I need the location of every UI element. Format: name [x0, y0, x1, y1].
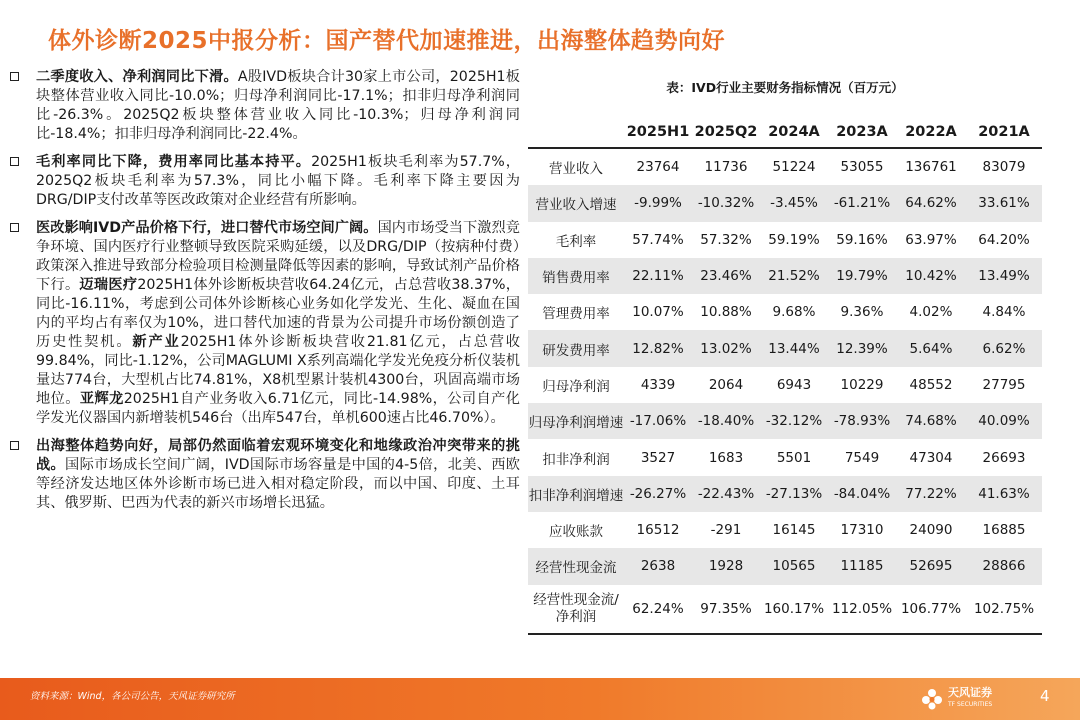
table-cell: 10.07%: [632, 304, 684, 321]
table-cell: 5.64%: [896, 330, 966, 366]
table-cell: 3527: [640, 449, 676, 466]
table-cell: 9.68%: [772, 304, 816, 321]
company-snibe: 新产业: [132, 334, 181, 350]
table-cell: -26.27%: [624, 476, 692, 512]
table-row: [528, 258, 1042, 294]
bullet-text: 2025H1体外诊断板块营收21.81亿元，占总营收99.84%，同比-1.12%，公司MAGLUMI X系列高端化学发光免疫分析仪装机量达774台，大型机占比74.81%，X8机型累计装机4300台，巩固高端市场地位。: [36, 334, 520, 407]
table-cell: 48552: [909, 376, 953, 393]
table-row: [528, 222, 1042, 258]
table-cell: 4.84%: [982, 304, 1026, 321]
checkbox-icon: [10, 223, 19, 232]
bullet-heading: 毛利率同比下降，费用率同比基本持平。: [36, 154, 312, 170]
logo-name: 天风证券: [948, 686, 992, 699]
table-cell: 106.77%: [896, 585, 966, 634]
table-cell: 40.09%: [966, 403, 1042, 439]
page-number: 4: [1040, 687, 1050, 705]
table-row: [528, 148, 1042, 185]
table-cell: 57.32%: [700, 231, 752, 248]
bullet-heading: 出海整体趋势向好，局部仍然面临着宏观环境变化和地缘政治冲突带来的挑战。: [36, 438, 520, 473]
row-label: 应收账款: [549, 524, 603, 541]
table-row: [528, 439, 1042, 475]
table-cell: 59.19%: [768, 231, 820, 248]
summary-bullets: [8, 68, 520, 522]
row-label: 经营性现金流: [528, 548, 624, 584]
row-label: 归母净利润增速: [528, 403, 624, 439]
table-cell: 2638: [624, 548, 692, 584]
table-header-cell: 2023A: [828, 117, 896, 148]
table-cell: 59.16%: [836, 231, 888, 248]
table-body: [528, 148, 1042, 634]
table-cell: -78.93%: [828, 403, 896, 439]
table-row: [528, 294, 1042, 330]
table-cell: 83079: [982, 159, 1026, 176]
table-cell: 64.20%: [978, 231, 1030, 248]
row-label: 归母净利润: [542, 378, 610, 395]
table-cell: 11736: [704, 159, 748, 176]
table-header-cell: 2025Q2: [692, 117, 760, 148]
row-label: 扣非净利润: [542, 451, 610, 468]
table-cell: -9.99%: [624, 185, 692, 221]
table-cell: 11185: [828, 548, 896, 584]
table-cell: 102.75%: [966, 585, 1042, 634]
table-cell: 1683: [708, 449, 744, 466]
table-cell: 16145: [772, 522, 816, 539]
bullet-heading: 二季度收入、净利润同比下滑。: [36, 69, 238, 85]
table-cell: 9.36%: [840, 304, 884, 321]
table-cell: 21.52%: [760, 258, 828, 294]
table-row: [528, 548, 1042, 584]
table-cell: 160.17%: [760, 585, 828, 634]
table-cell: 26693: [982, 449, 1026, 466]
table-header-cell: 2024A: [760, 117, 828, 148]
table-cell: -18.40%: [692, 403, 760, 439]
bullet-revenue: [8, 68, 520, 144]
table-cell: 27795: [982, 376, 1026, 393]
table-row: [528, 185, 1042, 221]
checkbox-icon: [10, 441, 19, 450]
table-cell: 28866: [966, 548, 1042, 584]
table-cell: 13.02%: [692, 330, 760, 366]
bullet-text: A股IVD板块合计30家上市公司，2025H1板块整体营业收入同比-10.0%；归母净利润同比-17.1%；扣非归母净利润同比-26.3%。2025Q2板块整体营业收入同比-10.3%；归母净利润同比-18.4%；扣非归母净利润同比-22.4%。: [36, 69, 520, 142]
table-cell: 4.02%: [909, 304, 953, 321]
table-cell: 64.62%: [896, 185, 966, 221]
table-cell: 17310: [840, 522, 884, 539]
table-cell: 24090: [909, 522, 953, 539]
table-cell: 63.97%: [905, 231, 957, 248]
table-cell: -32.12%: [760, 403, 828, 439]
bullet-text: 2025H1体外诊断板块营收64.24亿元，占总营收38.37%，同比-16.11%，考虑到公司体外诊断核心业务如化学发光、生化、凝血在国内的平均占有率仅为10%，进口替代加速的背景为公司提升市场份额创造了历史性契机。: [36, 277, 520, 350]
table-row: [528, 512, 1042, 548]
row-label: 营业收入增速: [528, 185, 624, 221]
bullet-text: 2025H1板块毛利率为57.7%，2025Q2板块毛利率为57.3%，同比小幅下降。毛利率下降主要因为DRG/DIP支付改革等医改政策对企业经营有所影响。: [36, 154, 520, 208]
table-cell: 10565: [760, 548, 828, 584]
table-cell: 16885: [982, 522, 1026, 539]
table-cell: 41.63%: [966, 476, 1042, 512]
logo-sub: TF SECURITIES: [948, 701, 993, 708]
table-cell: 136761: [905, 159, 957, 176]
table-row: [528, 476, 1042, 512]
row-label: 扣非净利润增速: [528, 476, 624, 512]
bullet-medical-reform: [8, 219, 520, 428]
table-cell: 4339: [640, 376, 676, 393]
table-cell: 62.24%: [624, 585, 692, 634]
checkbox-icon: [10, 72, 19, 81]
table-header-row: [528, 117, 1042, 148]
table-cell: 13.49%: [966, 258, 1042, 294]
table-cell: 52695: [896, 548, 966, 584]
table-cell: -27.13%: [760, 476, 828, 512]
bullet-margin: [8, 153, 520, 210]
row-label: 营业收入: [549, 161, 603, 178]
table-header-cell: 2021A: [966, 117, 1042, 148]
table-row: [528, 585, 1042, 634]
financial-table-panel: [528, 78, 1042, 635]
table-cell: -3.45%: [760, 185, 828, 221]
table-cell: -84.04%: [828, 476, 896, 512]
table-cell: 12.39%: [828, 330, 896, 366]
table-cell: 23764: [636, 159, 680, 176]
table-cell: -291: [710, 522, 742, 539]
bullet-overseas: [8, 437, 520, 513]
table-cell: 47304: [909, 449, 953, 466]
table-cell: 97.35%: [692, 585, 760, 634]
table-cell: -61.21%: [828, 185, 896, 221]
table-cell: 7549: [844, 449, 880, 466]
table-cell: 53055: [840, 159, 884, 176]
table-cell: 23.46%: [692, 258, 760, 294]
brand-logo: [920, 686, 992, 712]
table-cell: 16512: [636, 522, 680, 539]
source-note: 资料来源：Wind，各公司公告，天风证券研究所: [30, 691, 235, 702]
table-cell: 19.79%: [828, 258, 896, 294]
table-header-corner: [528, 117, 624, 148]
page-title: 体外诊断2025中报分析：国产替代加速推进，出海整体趋势向好: [48, 28, 726, 54]
table-cell: -10.32%: [692, 185, 760, 221]
bullet-text: 2025H1自产业务收入6.71亿元，同比-14.98%，公司自产化学发光仪器国内新增装机546台（出库547台，单机600速占比46.70%）。: [36, 391, 520, 426]
table-cell: 112.05%: [828, 585, 896, 634]
table-cell: 77.22%: [896, 476, 966, 512]
flower-logo-icon: [920, 687, 944, 711]
table-cell: 6.62%: [966, 330, 1042, 366]
row-label: 销售费用率: [528, 258, 624, 294]
table-cell: 13.44%: [760, 330, 828, 366]
company-mindray: 迈瑞医疗: [79, 277, 138, 293]
table-row: [528, 330, 1042, 366]
table-header-cell: 2025H1: [624, 117, 692, 148]
table-cell: 12.82%: [624, 330, 692, 366]
table-cell: 74.68%: [896, 403, 966, 439]
bullet-text: 国内市场受当下激烈竞争环境、国内医疗行业整顿导致医院采购延缓，以及DRG/DIP（按病种付费）政策深入推进导致部分检验项目检测量降低等因素的影响，导致试剂产品价格下行。: [36, 220, 520, 293]
table-row: [528, 367, 1042, 403]
row-label: 研发费用率: [528, 330, 624, 366]
table-cell: -22.43%: [692, 476, 760, 512]
bullet-text: 国际市场成长空间广阔，IVD国际市场容量是中国的4-5倍，北美、西欧等经济发达地区体外诊断市场已进入相对稳定阶段，而以中国、印度、土耳其、俄罗斯、巴西为代表的新兴市场增长迅猛。: [36, 457, 520, 511]
table-cell: 10.88%: [700, 304, 752, 321]
table-cell: 1928: [692, 548, 760, 584]
table-cell: 10229: [840, 376, 884, 393]
table-cell: 10.42%: [896, 258, 966, 294]
table-header-cell: 2022A: [896, 117, 966, 148]
checkbox-icon: [10, 157, 19, 166]
financial-table: [528, 117, 1042, 635]
row-label: 管理费用率: [542, 306, 610, 323]
table-cell: 2064: [708, 376, 744, 393]
table-cell: 33.61%: [966, 185, 1042, 221]
table-cell: -17.06%: [624, 403, 692, 439]
table-cell: 51224: [772, 159, 816, 176]
row-label: 毛利率: [555, 233, 597, 250]
company-yhlo: 亚辉龙: [79, 391, 124, 407]
table-cell: 5501: [776, 449, 812, 466]
table-caption: 表：IVD行业主要财务指标情况（百万元）: [666, 80, 904, 95]
table-cell: 6943: [776, 376, 812, 393]
bullet-heading: 医改影响IVD产品价格下行，进口替代市场空间广阔。: [36, 220, 378, 236]
table-cell: 22.11%: [624, 258, 692, 294]
row-label: 经营性现金流/净利润: [528, 585, 624, 634]
table-cell: 57.74%: [632, 231, 684, 248]
table-row: [528, 403, 1042, 439]
logo-text: [948, 687, 992, 711]
